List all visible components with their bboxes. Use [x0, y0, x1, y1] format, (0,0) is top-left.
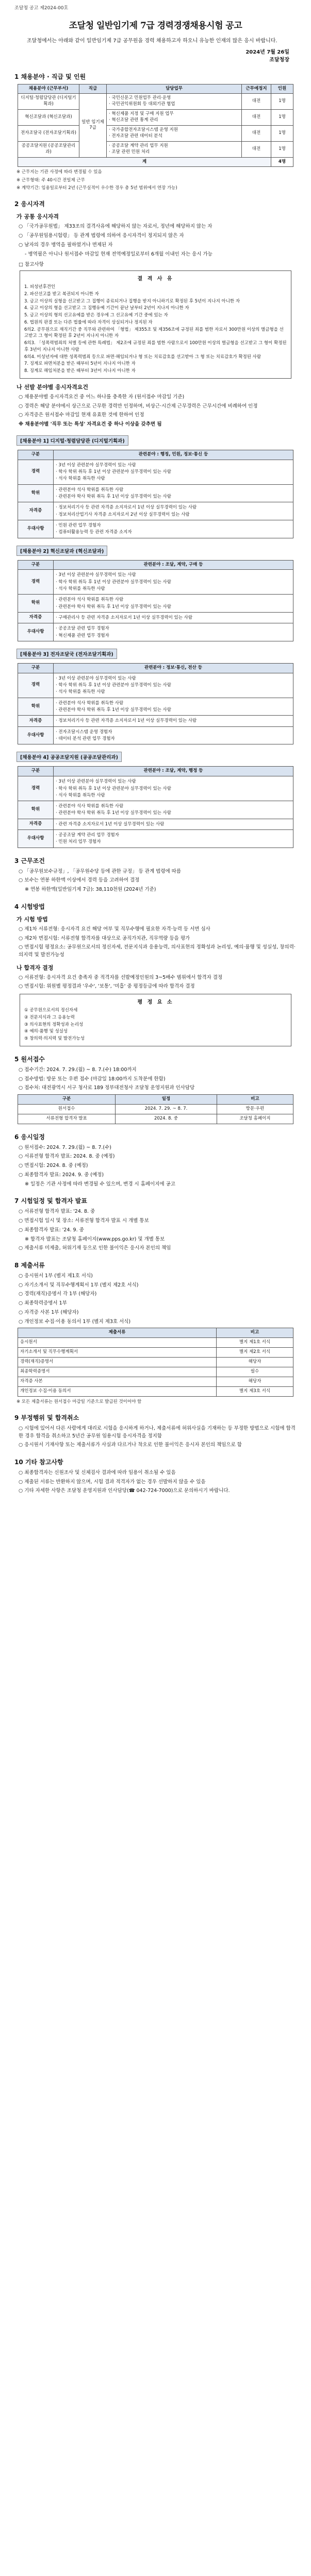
table-cell: 대전	[242, 110, 271, 126]
requirement-label: 자격증	[18, 819, 54, 829]
box-line: 7. 징계로 파면처분을 받은 때부터 5년이 지나지 아니한 자	[24, 361, 136, 367]
box-title: 평 정 요 소	[137, 999, 174, 1006]
paragraph: ○ 자격증은 원서접수 마감일 현재 유효한 것에 한하여 인정	[19, 412, 144, 418]
table-row	[18, 110, 293, 126]
section-heading: 1 채용분야 · 직급 및 인원	[14, 73, 86, 80]
box-line: 6의3. 「성폭력범죄의 처벌 등에 관한 특례법」 제2조에 규정된 죄를 범한 사람으로서 100만원 이상의 벌금형을 선고받고 그 형이 확정된 후 3년이 지나지 아니한 사람	[24, 341, 287, 352]
requirement-band: [채용분야 1] 디지털·청렴담당관 (디지털기획과)	[17, 435, 128, 446]
paragraph: ○ 경력(재직)증명서 각 1부 (해당자)	[19, 1291, 97, 1297]
section-heading: 3 근무조건	[14, 857, 45, 865]
table-cell: · 공공조달 계약 관리 업무 지원 · 조달 관련 민원 처리	[107, 141, 242, 157]
requirement-label: 우대사항	[18, 623, 54, 641]
requirement-band: [채용분야 2] 혁신조달과 (혁신조달과)	[17, 546, 107, 556]
paragraph: ※ 일정은 기관 사정에 따라 변경될 수 있으며, 변경 시 홈페이지에 공고	[25, 1181, 175, 1187]
requirement-table	[18, 450, 293, 538]
section-heading: 10 기타 참고사항	[14, 1458, 63, 1466]
table-row	[18, 94, 293, 110]
box-line: 6. 법원의 판결 또는 다른 법률에 따라 자격이 상실되거나 정지된 자	[24, 319, 153, 325]
table-row	[18, 716, 293, 726]
table-row	[18, 613, 293, 623]
application-table	[18, 1094, 293, 1124]
total-label: 계	[18, 157, 271, 167]
table-cell: 대전	[242, 141, 271, 157]
requirement-items	[54, 520, 293, 538]
table-cell: 혁신조달과 (혁신조달과)	[18, 110, 79, 126]
box-title: 결 격 사 유	[137, 276, 174, 282]
application-table-wrap	[18, 1094, 293, 1124]
table-row	[18, 1348, 293, 1358]
table-header: 비고	[217, 1095, 293, 1105]
box-line: 2. 파산선고를 받고 복권되지 아니한 자	[24, 291, 99, 297]
table-cell: 디지털·청렴담당관 (디지털기획과)	[18, 94, 79, 110]
requirement-tables	[14, 430, 297, 848]
table-row	[18, 673, 293, 698]
paragraph: ○ 최종합격자 발표: '24. 9. 중	[19, 1227, 84, 1233]
requirement-label: 자격증	[18, 502, 54, 520]
requirement-table-wrap	[18, 450, 293, 538]
paragraph: ○ 제출된 서류는 반환하지 않으며, 시험 결과 적격자가 없는 경우 선발하지 않을 수 있음	[19, 1479, 206, 1485]
documents-table-wrap	[18, 1328, 293, 1396]
requirement-items	[54, 698, 293, 716]
box-line: ① 공무원으로서의 정신자세	[24, 1008, 78, 1013]
table-cell: · 혁신제품 지정 및 구매 지원 업무 · 혁신조달 관련 통계 관리	[107, 110, 242, 126]
table-row	[18, 1104, 293, 1114]
requirement-item: · 학사 학위 취득 후 1년 이상 관련분야 실무경력이 있는 사람	[56, 683, 171, 688]
requirement-table-wrap	[18, 663, 293, 744]
paragraph: ○ 개인정보 수집·이용 동의서 1부 (별지 제3호 서식)	[19, 1318, 131, 1325]
requirement-label: 경력	[18, 460, 54, 484]
table-header: 비고	[217, 1328, 293, 1338]
table-cell: 자격증 사본	[18, 1377, 217, 1386]
table-row	[18, 595, 293, 613]
requirement-item: · 학사 학위 취득 후 1년 이상 관련분야 실무경력이 있는 사람	[56, 786, 171, 791]
table-header: 근무예정지	[242, 84, 271, 94]
table-header: 구분	[18, 560, 54, 570]
requirement-items	[54, 776, 293, 801]
table-cell: 대전	[242, 94, 271, 110]
table-cell: 공공조달지원 (공공조달관리과)	[18, 141, 79, 157]
requirement-items	[54, 801, 293, 819]
table-cell: 1명	[271, 94, 293, 110]
box-line: ④ 예의·품행 및 성실성	[24, 1029, 68, 1035]
paragraph: ○ 자기소개서 및 직무수행계획서 1부 (별지 제2호 서식)	[19, 1282, 139, 1288]
subsection-heading: 나 선발 분야별 응시자격요건	[17, 383, 88, 391]
box-line: 3. 금고 이상의 실형을 선고받고 그 집행이 종료되거나 집행을 받지 아니하기로 확정된 후 5년이 지나지 아니한 자	[24, 298, 240, 304]
box-line: 5. 금고 이상의 형의 선고유예를 받은 경우에 그 선고유예 기간 중에 있는 자	[24, 313, 168, 318]
requirement-label: 우대사항	[18, 830, 54, 848]
paragraph: ○ 기타 자세한 사항은 조달청 운영지원과 인사담당(☎ 042-724-7000)으로 문의하시기 바랍니다.	[19, 1488, 230, 1494]
table-header: 관련분야 : 조달, 계약, 구매 등	[54, 560, 293, 570]
requirement-item: · 민원 관련 업무 경험자	[56, 522, 101, 528]
requirement-item: · 관련분야 학사 학위 취득 후 1년 이상 실무경력이 있는 사람	[56, 810, 171, 816]
requirement-item: · 3년 이상 관련분야 실무경력이 있는 사람	[56, 462, 136, 468]
table-header: 제출서류	[18, 1328, 217, 1338]
table-row	[18, 1386, 293, 1396]
requirement-item: · 정보처리산업기사 자격증 소지자로서 2년 이상 실무경력이 있는 사람	[56, 512, 190, 517]
intro-text: 조달청에서는 아래와 같이 일반임기제 7급 공무원을 경력 채용하고자 하오니 유능한 인재의 많은 응시 바랍니다.	[27, 38, 277, 44]
table-row	[18, 460, 293, 484]
table-row	[18, 801, 293, 819]
table-cell: 개인정보 수집·이용 동의서	[18, 1386, 217, 1396]
requirement-item: · 구매관리사 등 관련 자격증 소지자로서 1년 이상 실무경력이 있는 사람	[56, 615, 193, 620]
requirement-items	[54, 716, 293, 726]
table-cell: 조달청 홈페이지	[217, 1114, 293, 1124]
subsection-heading: 가 공통 응시자격	[17, 213, 59, 221]
requirement-items	[54, 502, 293, 520]
table-header: 구분	[18, 767, 54, 776]
requirement-items	[54, 673, 293, 698]
requirement-item: · 석사 학위를 취득한 사람	[56, 476, 105, 482]
paragraph: ○ 제2차 면접시험: 서류전형 합격자를 대상으로 공직가치관, 직무역량 등을 평가	[19, 935, 190, 941]
requirement-label: 학위	[18, 595, 54, 613]
requirement-item: · 3년 이상 관련분야 실무경력이 있는 사람	[56, 675, 136, 681]
page-title: 조달청 일반임기제 7급 경력경쟁채용시험 공고	[69, 21, 242, 31]
requirement-item: · 혁신제품 관련 업무 경험자	[56, 633, 109, 638]
requirement-item: · 관련분야 학사 학위 취득 후 1년 이상 실무경력이 있는 사람	[56, 494, 171, 499]
table-row	[18, 141, 293, 157]
table-cell: 2024. 7. 29. ~ 8. 7.	[116, 1104, 217, 1114]
table-row	[18, 698, 293, 716]
requirement-label: 우대사항	[18, 520, 54, 538]
paragraph: ○ 시험에 있어서 다른 사람에게 대리로 시험을 응시하게 하거나, 제출서류에 허위사실을 기재하는 등 부정한 방법으로 시험에 합격한 경우 합격을 취소하고 5년간 공무원 임용시험 응시자격을 정지함	[19, 1425, 296, 1439]
table-row	[18, 125, 293, 141]
subsection-heading: 나 합격자 결정	[17, 964, 54, 971]
table-header: 담당업무	[107, 84, 242, 94]
total-value: 4명	[271, 157, 293, 167]
requirement-item: · 석사 학위를 취득한 사람	[56, 586, 105, 592]
section-heading: 7 시험일정 및 합격자 발표	[14, 1197, 87, 1205]
requirement-label: 학위	[18, 698, 54, 716]
paragraph: ※ 채용분야별 '직무 또는 특성' 자격요건 중 하나 이상을 갖추면 됨	[19, 421, 162, 428]
paragraph: ○ 응시원서 1부 (별지 제1호 서식)	[19, 1273, 93, 1279]
paragraph: ※ 합격자 발표는 조달청 홈페이지(www.pps.go.kr) 및 개별 통보	[25, 1236, 165, 1242]
table-cell: 2024. 8. 중	[116, 1114, 217, 1124]
table-header: 구분	[18, 450, 54, 460]
requirement-band: [채용분야 4] 공공조달지원 (공공조달관리과)	[17, 752, 122, 762]
table-row	[18, 819, 293, 829]
table-cell: · 국민신문고 민원업무 관리·운영 · 국민권익위원회 등 대외기관 협업	[107, 94, 242, 110]
table-cell: 원서접수	[18, 1104, 116, 1114]
section-heading: 5 원서접수	[14, 1055, 45, 1063]
requirement-table	[18, 766, 293, 848]
table-cell: · 국가종합전자조달시스템 운영 지원 · 전자조달 관련 데이터 분석	[107, 125, 242, 141]
section-heading: 4 시험방법	[14, 903, 45, 910]
requirement-items	[54, 623, 293, 641]
paragraph: ○ 최종합격자는 신원조사 및 신체검사 결과에 따라 임용이 취소될 수 있음	[19, 1469, 176, 1476]
table-cell: 대전	[242, 125, 271, 141]
table-row	[18, 1367, 293, 1377]
table-row	[18, 830, 293, 848]
paragraph: ○ 응시원서 기재사항 또는 제출서류가 사실과 다르거나 착오로 인한 불이익은 응시자 본인의 책임으로 함	[19, 1442, 242, 1448]
disqualification-box	[20, 270, 291, 379]
table-row	[18, 726, 293, 744]
table-row	[18, 623, 293, 641]
requirement-item: · 관련분야 학사 학위 취득 후 1년 이상 실무경력이 있는 사람	[56, 604, 171, 609]
table-note: ※ 계약기간: 임용일로부터 2년 (근무실적이 우수한 경우 총 5년 범위에서 연장 가능)	[17, 185, 177, 191]
paragraph: ○ 「공무원보수규정」, 「공무원수당 등에 관한 규정」 등 관계 법령에 따름	[19, 868, 182, 874]
table-cell: 경력(재직)증명서	[18, 1357, 217, 1367]
paragraph: ○ 면접시험: 위원별 평정결과 '우수', '보통', '미흡' 중 평정등급에 따라 합격자 결정	[19, 984, 195, 990]
table-cell: 방문·우편	[217, 1104, 293, 1114]
paragraph: - 병역필은 아니나 원서접수 마감일 현재 전역예정일로부터 6개월 이내인 자는 응시 가능	[25, 251, 212, 257]
paragraph: ○ 채용분야별 응시자격요건 중 어느 하나를 충족한 자 (원서접수 마감일 기준)	[19, 394, 185, 400]
requirement-item: · 정보처리기사 등 관련 자격증 소지자로서 1년 이상 실무경력이 있는 사람	[56, 718, 197, 724]
requirement-item: · 학사 학위 취득 후 1년 이상 관련분야 실무경력이 있는 사람	[56, 579, 171, 585]
table-header: 직급	[79, 84, 107, 94]
requirement-item: · 공공조달 관련 업무 경험자	[56, 626, 109, 632]
requirement-items	[54, 570, 293, 595]
section-heading: 9 부정행위 및 합격취소	[14, 1414, 79, 1421]
table-header: 인원	[271, 84, 293, 94]
paragraph: ○ 경력은 해당 분야에서 상근으로 근무한 경력만 인정하며, 비상근·시간제 근무경력은 근무시간에 비례하여 인정	[19, 403, 258, 409]
section-heading: 6 응시일정	[14, 1133, 45, 1141]
notice-org: 조달청장	[269, 57, 289, 63]
signature-block	[14, 48, 289, 64]
positions-table	[18, 84, 293, 167]
requirement-item: · 관련분야 석사 학위를 취득한 사람	[56, 597, 124, 603]
requirement-item: · 석사 학위를 취득한 사람	[56, 792, 105, 798]
paragraph: ○ 최종학력증명서 1부	[19, 1300, 67, 1307]
requirement-table-wrap	[18, 560, 293, 641]
box-line: 6의2. 공무원으로 재직기간 중 직무와 관련하여 「형법」 제355조 및 제356조에 규정된 죄를 범한 자로서 300만원 이상의 벌금형을 선고받고 그 형이 확정된 후 2년이 지나지 아니한 자	[24, 327, 284, 339]
box-line: ② 전문지식과 그 응용능력	[24, 1014, 75, 1020]
box-line: 4. 금고 이상의 형을 선고받고 그 집행유예 기간이 끝난 날부터 2년이 지나지 아니한 자	[24, 306, 189, 311]
table-cell: 최종학력증명서	[18, 1367, 217, 1377]
table-cell: 1명	[271, 141, 293, 157]
requirement-item: · 3년 이상 관련분야 실무경력이 있는 사람	[56, 779, 136, 785]
paragraph: ○ 최종합격자 발표: 2024. 9. 중 (예정)	[19, 1172, 104, 1178]
requirement-item: · 민원 처리 업무 경험자	[56, 839, 101, 845]
requirement-item: · 컴퓨터활용능력 등 관련 자격증 소지자	[56, 530, 132, 535]
requirement-item: · 데이터 분석 관련 업무 경험자	[56, 736, 115, 742]
requirement-item: · 관련분야 석사 학위를 취득한 사람	[56, 487, 124, 493]
table-cell: 해당자	[217, 1357, 293, 1367]
requirement-item: · 전자조달시스템 운영 경험자	[56, 729, 112, 735]
section-heading: 2 응시자격	[14, 200, 45, 208]
table-row	[18, 1114, 293, 1124]
table-header: 구분	[18, 1095, 116, 1105]
evaluation-box	[20, 994, 291, 1046]
paragraph: ○ 원서접수: 2024. 7. 29.(월) ~ 8. 7.(수)	[19, 1144, 111, 1150]
box-line: ③ 의사표현의 정확성과 논리성	[24, 1022, 84, 1027]
requirement-items	[54, 819, 293, 829]
table-row	[18, 520, 293, 538]
table-row	[18, 502, 293, 520]
paragraph: ○ 보수는 연봉 하한액 이상에서 경력 등을 고려하여 결정	[19, 877, 140, 884]
notice-number: 조달청 공고 제2024-00호	[14, 6, 69, 11]
requirement-item: · 학사 학위 취득 후 1년 이상 관련분야 실무경력이 있는 사람	[56, 469, 171, 475]
table-cell: 1명	[271, 125, 293, 141]
paragraph: ○ 면접시험 평정요소: 공무원으로서의 정신자세, 전문지식과 응용능력, 의사표현의 정확성과 논리성, 예의·품행 및 성실성, 창의력·의지력 및 발전가능성	[19, 944, 296, 958]
table-cell: 해당자	[217, 1377, 293, 1386]
table-header: 일정	[116, 1095, 217, 1105]
table-note: ※ 근무지는 기관 사정에 따라 변경될 수 있음	[17, 170, 102, 175]
requirement-label: 경력	[18, 570, 54, 595]
requirement-table	[18, 663, 293, 744]
table-header: 관련분야 : 정보·통신, 전산 등	[54, 663, 293, 673]
requirement-items	[54, 595, 293, 613]
table-header: 구분	[18, 663, 54, 673]
section-heading: 8 제출서류	[14, 1261, 45, 1269]
notice-date: 2024년 7월 26일	[245, 49, 289, 55]
requirement-item: · 관련분야 학사 학위 취득 후 1년 이상 실무경력이 있는 사람	[56, 707, 171, 713]
requirement-item: · 공공조달 계약 관리 업무 경험자	[56, 833, 119, 838]
table-row	[18, 1377, 293, 1386]
table-cell: 자기소개서 및 직무수행계획서	[18, 1348, 217, 1358]
table-cell: 서류전형 합격자 발표	[18, 1114, 116, 1124]
table-row	[18, 776, 293, 801]
requirement-item: · 관련분야 석사 학위를 취득한 사람	[56, 804, 124, 809]
requirement-label: 우대사항	[18, 726, 54, 744]
requirement-label: 경력	[18, 673, 54, 698]
table-header: 관련분야 : 조달, 계약, 행정 등	[54, 767, 293, 776]
positions-table-wrap	[18, 84, 293, 167]
requirement-label: 경력	[18, 776, 54, 801]
box-line: ⑤ 창의력·의지력 및 발전가능성	[24, 1036, 85, 1042]
requirement-items	[54, 460, 293, 484]
paragraph: ○ 면접시험: 2024. 8. 중 (예정)	[19, 1163, 88, 1169]
table-note: ※ 모든 제출서류는 원서접수 마감일 기준으로 발급된 것이어야 함	[17, 1399, 142, 1404]
check-heading: □ 참고사항	[19, 262, 44, 268]
paragraph: ○ 접수처: 대전광역시 서구 청사로 189 정부대전청사 조달청 운영지원과 인사담당	[19, 1085, 195, 1091]
requirement-item: · 정보처리기사 등 관련 자격증 소지자로서 1년 이상 실무경력이 있는 사람	[56, 505, 197, 511]
paragraph: ○ 서류전형: 응시자격 요건 충족자 중 적격자를 선발예정인원의 3~5배수 범위에서 합격자 결정	[19, 974, 223, 980]
table-row	[18, 570, 293, 595]
requirement-table	[18, 560, 293, 641]
requirement-label: 학위	[18, 801, 54, 819]
table-header: 관련분야 : 행정, 민원, 정보·통신 등	[54, 450, 293, 460]
paragraph: ○ 제출서류 미제출, 허위기재 등으로 인한 불이익은 응시자 본인의 책임	[19, 1245, 171, 1251]
box-line: 8. 징계로 해임처분을 받은 때부터 3년이 지나지 아니한 자	[24, 368, 136, 374]
requirement-label: 자격증	[18, 613, 54, 623]
paragraph: ※ 연봉 하한액(일반임기제 7급): 38,110천원 (2024년 기준)	[25, 887, 156, 893]
requirement-item: · 관련분야 석사 학위를 취득한 사람	[56, 700, 124, 706]
paragraph: ○ 「국가공무원법」 제33조의 결격사유에 해당하지 않는 자로서, 정년에 해당하지 않는 자	[19, 224, 212, 230]
paragraph: ○ 자격증 사본 1부 (해당자)	[19, 1309, 79, 1315]
table-cell: 일반 임기제 7급	[79, 94, 107, 157]
table-cell: 1명	[271, 110, 293, 126]
requirement-label: 학위	[18, 484, 54, 502]
table-row	[18, 1357, 293, 1367]
paragraph: ○ 접수방법: 방문 또는 우편 접수 (마감일 18:00까지 도착분에 한함)	[19, 1076, 166, 1082]
table-cell: 필수	[217, 1367, 293, 1377]
subsection-heading: 가 시험 방법	[17, 916, 48, 923]
table-header: 채용분야 (근무부서)	[18, 84, 79, 94]
table-cell: 별지 제1호 서식	[217, 1338, 293, 1348]
paragraph: ○ 「공무원임용시험령」 등 관계 법령에 의하여 응시자격이 정지되지 않은 자	[19, 233, 184, 239]
documents-table	[18, 1328, 293, 1396]
table-note: ※ 근무형태: 주 40시간 전일제 근무	[17, 177, 85, 183]
paragraph: ○ 제1차 서류전형: 응시자격 요건 해당 여부 및 직무수행에 필요한 자격·능력 등 서면 심사	[19, 926, 210, 932]
table-cell: 별지 제3호 서식	[217, 1386, 293, 1396]
table-cell: 응시원서	[18, 1338, 217, 1348]
paragraph: ○ 접수기간: 2024. 7. 29.(월) ~ 8. 7.(수) 18:00까지	[19, 1066, 137, 1073]
box-line: 6의4. 미성년자에 대한 성폭력범죄 등으로 파면·해임되거나 형 또는 치료감호를 선고받아 그 형 또는 치료감호가 확정된 사람	[24, 354, 261, 360]
requirement-band: [채용분야 3] 전자조달국 (전자조달기획과)	[17, 649, 117, 659]
table-cell: 전자조달국 (전자조달기획과)	[18, 125, 79, 141]
requirement-table-wrap	[18, 766, 293, 848]
paragraph: ○ 남자의 경우 병역을 필하였거나 면제된 자	[19, 242, 113, 248]
requirement-item: · 3년 이상 관련분야 실무경력이 있는 사람	[56, 572, 136, 578]
requirement-item: · 관련 자격증 소지자로서 1년 이상 실무경력이 있는 사람	[56, 821, 165, 827]
requirement-items	[54, 726, 293, 744]
table-cell: 별지 제2호 서식	[217, 1348, 293, 1358]
requirement-items	[54, 484, 293, 502]
requirement-item: · 석사 학위를 취득한 사람	[56, 689, 105, 695]
box-line: 1. 피성년후견인	[24, 284, 56, 290]
requirement-label: 자격증	[18, 716, 54, 726]
requirement-items	[54, 613, 293, 623]
table-total-row	[18, 157, 293, 167]
paragraph: ○ 서류전형 합격자 발표: 2024. 8. 중 (예정)	[19, 1154, 115, 1160]
paragraph: ○ 면접시험 일시 및 장소: 서류전형 합격자 발표 시 개별 통보	[19, 1218, 149, 1224]
requirement-items	[54, 830, 293, 848]
paragraph: ○ 서류전형 합격자 발표: '24. 8. 중	[19, 1209, 95, 1215]
table-row	[18, 484, 293, 502]
table-row	[18, 1338, 293, 1348]
